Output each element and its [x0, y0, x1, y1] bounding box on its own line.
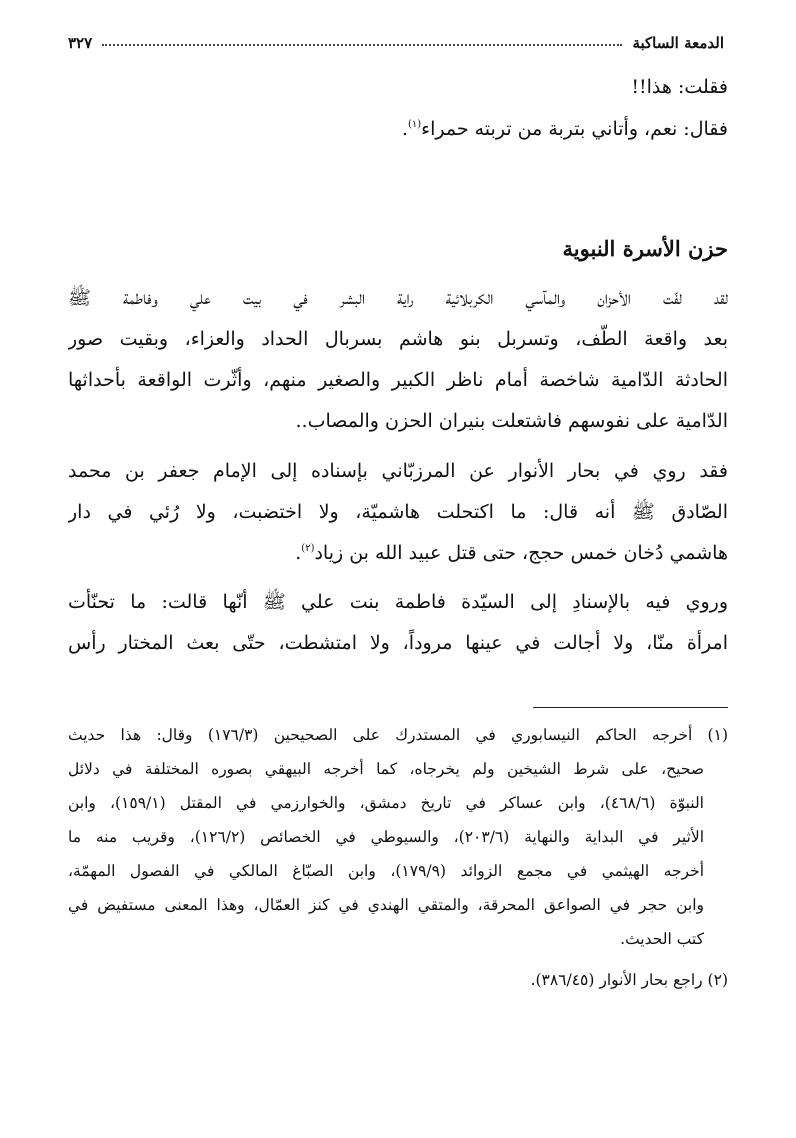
running-header: [68, 30, 724, 56]
paragraph-line: الدّامية على نفوسهم فاشتعلت بنيران الحزن والمصاب..: [295, 410, 728, 432]
page-number: ٣٢٧: [68, 34, 93, 52]
footnote-line: كتب الحديث.: [620, 930, 704, 948]
footnote-line: وابن حجر في الصواعق المحرقة، والمتقي الهندي في كنز العمّال، وهذا المعنى مستفيض في: [68, 896, 704, 914]
header-dot-leader: [102, 44, 622, 46]
paragraph-line: الصّادق ﷺ أنه قال: ما اكتحلت هاشميّة، ولا اختضبت، ولا رُئي في دار: [68, 501, 728, 523]
footnote-marker: (٢): [301, 543, 315, 554]
footnote-line: النبوّة (٤٦٨/٦)، وابن عساكر في تاريخ دمشق، والخوارزمي في المقتل (١٥٩/١)، وابن: [68, 794, 704, 812]
footnote-line: صحيح، على شرط الشيخين ولم يخرجاه، كما أخرجه البيهقي بصوره المختلفة في دلائل: [68, 760, 704, 778]
section-heading: حزن الأسرة النبوية: [562, 236, 728, 261]
footnote-separator: [533, 707, 728, 708]
footnote-line: أخرجه الهيثمي في مجمع الزوائد (١٧٩/٩)، وابن الصبّاغ المالكي في الفصول المهمّة،: [68, 862, 704, 880]
paragraph-line: امرأة منّا، ولا أجالت في عينها مروداً، ولا امتشطت، حتّى بعث المختار رأس: [68, 632, 728, 654]
paragraph-line: فقد روي في بحار الأنوار عن المرزبّاني بإسناده إلى الإمام جعفر بن محمد: [68, 460, 728, 482]
paragraph-line: وروي فيه بالإسنادِ إلى السيّدة فاطمة بنت علي ﷺ أنّها قالت: ما تحنّأت: [68, 591, 728, 613]
paragraph-line: لقد لفّت الأحزان والمآسي الكربلائية راية البشر في بيت علي وفاطمة ﷺ: [68, 287, 728, 309]
paragraph-line: بعد واقعة الطّف، وتسربل بنو هاشم بسربال الحداد والعزاء، وبقيت صور: [68, 328, 728, 350]
paragraph-line: الحادثة الدّامية شاخصة أمام ناظر الكبير والصغير منهم، وأثّرت الواقعة بأحداثها: [68, 369, 728, 391]
footnote-line: (١) أخرجه الحاكم النيسابوري في المستدرك على الصحيحين (١٧٦/٣) وقال: هذا حديث: [68, 726, 728, 744]
footnote-line: (٢) راجع بحار الأنوار (٣٨٦/٤٥).: [530, 971, 728, 989]
footnote-line: الأثير في البداية والنهاية (٢٠٣/٦)، والسيوطي في الخصائص (١٢٦/٢)، وقريب منه ما: [68, 828, 704, 846]
dialogue-line: فقال: نعم، وأتاني بتربة من تربته حمراء$^{(١)}$.: [401, 118, 728, 140]
running-title: الدمعة الساكبة: [632, 34, 724, 52]
footnote-marker: (١): [407, 119, 422, 130]
paragraph-line: هاشمي دُخان خمس حجج، حتى قتل عبيد الله بن زياد$^{(٢)}$.: [295, 542, 728, 564]
dialogue-line: فقلت: هذا!!: [631, 76, 728, 98]
